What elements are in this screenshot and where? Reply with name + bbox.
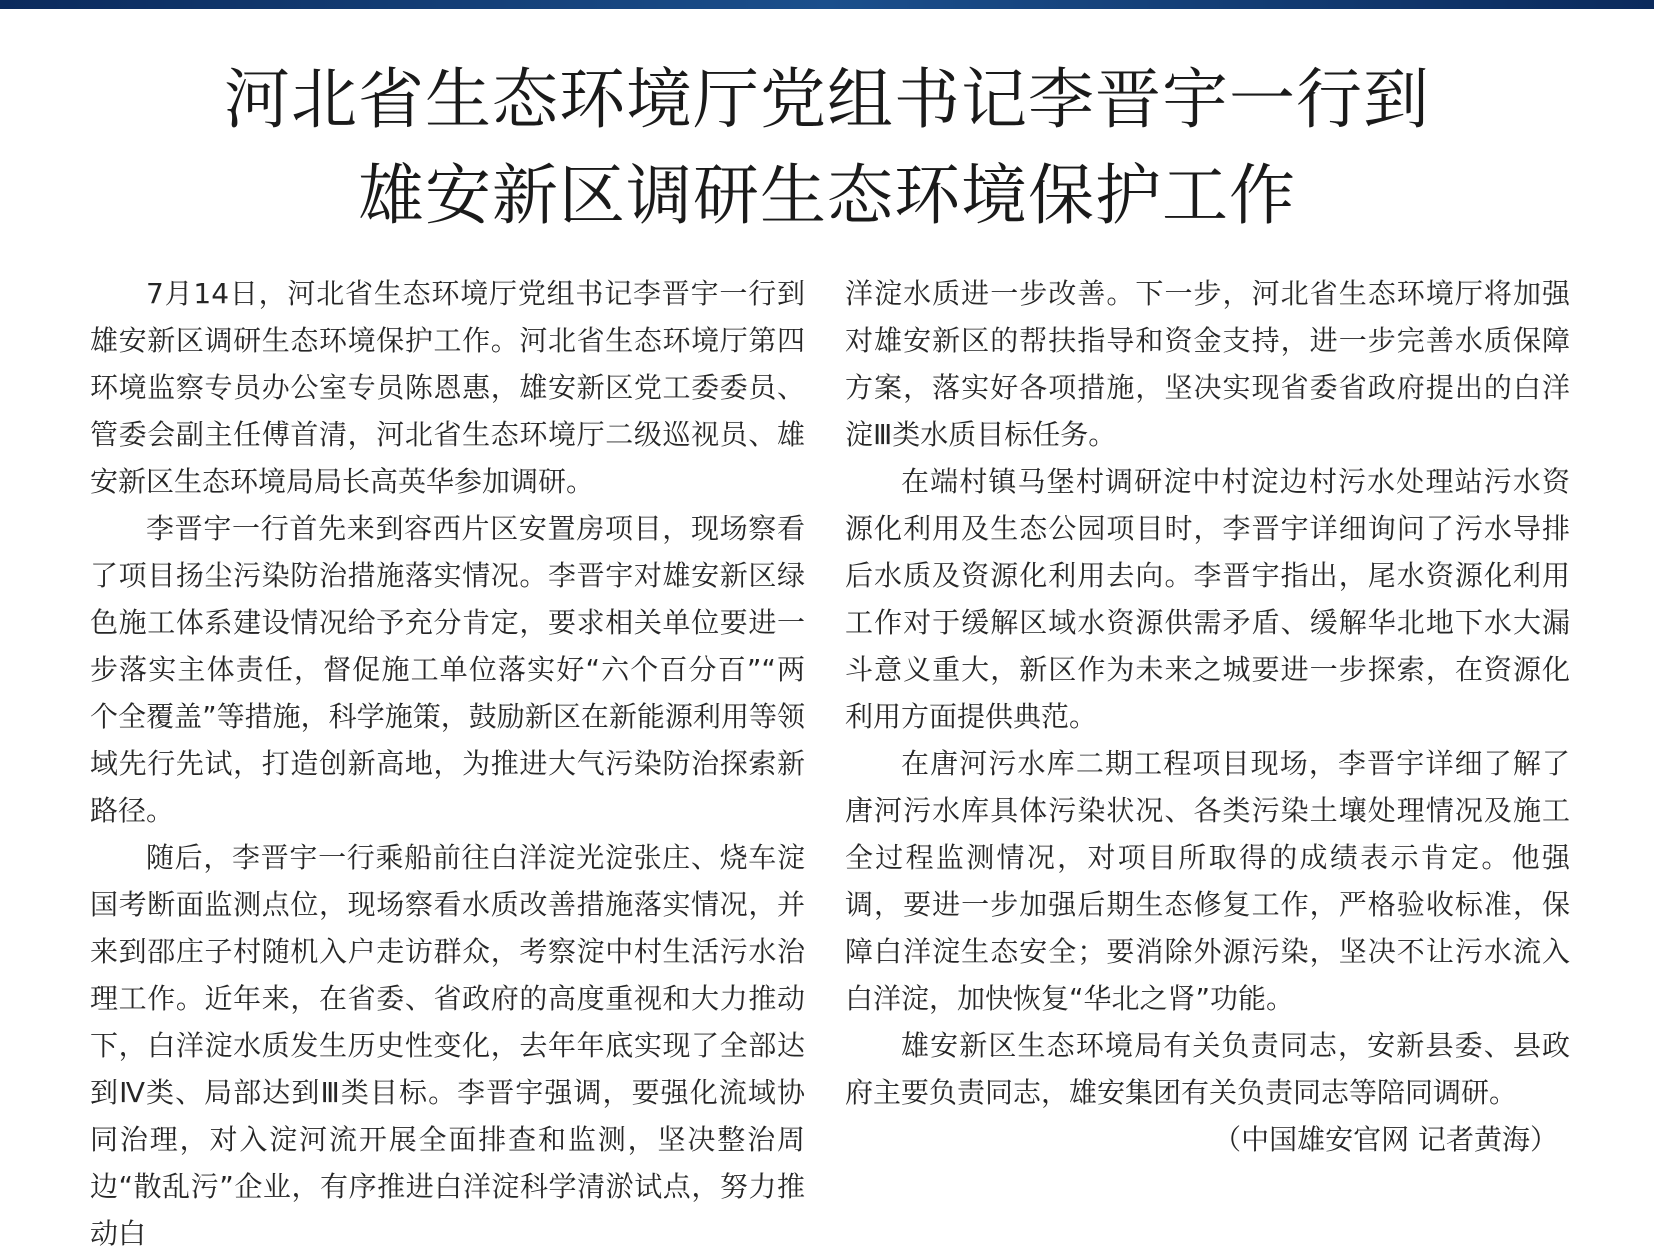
article-left-column [90, 270, 805, 1257]
paragraph-baiyangdian-inspection: 随后，李晋宇一行乘船前往白洋淀光淀张庄、烧车淀国考断面监测点位，现场察看水质改善措施落实情况，并来到邵庄子村随机入户走访群众，考察淀中村生活污水治理工作。近年来，在省委、省政府的高度重视和大力推动下，白洋淀水质发生历史性变化，去年年底实现了全部达到Ⅳ类、局部达到Ⅲ类目标。李晋宇强调，要强化流域协同治理，对入淀河流开展全面排查和监测，坚决整治周边“散乱污”企业，有序推进白洋淀科学清淤试点，努力推动白 [90, 841, 805, 1250]
top-accent-bar [0, 0, 1654, 9]
paragraph-accompanying-officials: 雄安新区生态环境局有关负责同志，安新县委、县政府主要负责同志，雄安集团有关负责同志等陪同调研。 [845, 1029, 1570, 1109]
paragraph-intro: 7月14日，河北省生态环境厅党组书记李晋宇一行到雄安新区调研生态环境保护工作。河北省生态环境厅第四环境监察专员办公室专员陈恩惠，雄安新区党工委委员、管委会副主任傅首清，河北省生态环境厅二级巡视员、雄安新区生态环境局局长高英华参加调研。 [90, 277, 805, 498]
paragraph-tanghe-reservoir: 在唐河污水库二期工程项目现场，李晋宇详细了解了唐河污水库具体污染状况、各类污染土壤处理情况及施工全过程监测情况，对项目所取得的成绩表示肯定。他强调，要进一步加强后期生态修复工作，严格验收标准，保障白洋淀生态安全；要消除外源污染，坚决不让污水流入白洋淀，加快恢复“华北之肾”功能。 [845, 747, 1570, 1015]
paragraph-sewage-treatment: 在端村镇马堡村调研淀中村淀边村污水处理站污水资源化利用及生态公园项目时，李晋宇详细询问了污水导排后水质及资源化利用去向。李晋宇指出，尾水资源化利用工作对于缓解区域水资源供需矛盾、缓解华北地下水大漏斗意义重大，新区作为未来之城要进一步探索，在资源化利用方面提供典范。 [845, 465, 1570, 733]
paragraph-baiyangdian-continued: 洋淀水质进一步改善。下一步，河北省生态环境厅将加强对雄安新区的帮扶指导和资金支持，进一步完善水质保障方案，落实好各项措施，坚决实现省委省政府提出的白洋淀Ⅲ类水质目标任务。 [845, 277, 1570, 451]
headline-line-1: 河北省生态环境厅党组书记李晋宇一行到 [224, 61, 1430, 138]
article-right-column [845, 270, 1570, 1163]
paragraph-resettlement-housing: 李晋宇一行首先来到容西片区安置房项目，现场察看了项目扬尘污染防治措施落实情况。李晋宇对雄安新区绿色施工体系建设情况给予充分肯定，要求相关单位要进一步落实主体责任，督促施工单位落实好“六个百分百”“两个全覆盖”等措施，科学施策，鼓励新区在新能源利用等领域先行先试，打造创新高地，为推进大气污染防治探索新路径。 [90, 512, 805, 827]
headline-line-2: 雄安新区调研生态环境保护工作 [358, 157, 1296, 234]
article-byline: （中国雄安官网 记者黄海） [1213, 1123, 1558, 1156]
article-headline [0, 52, 1654, 244]
